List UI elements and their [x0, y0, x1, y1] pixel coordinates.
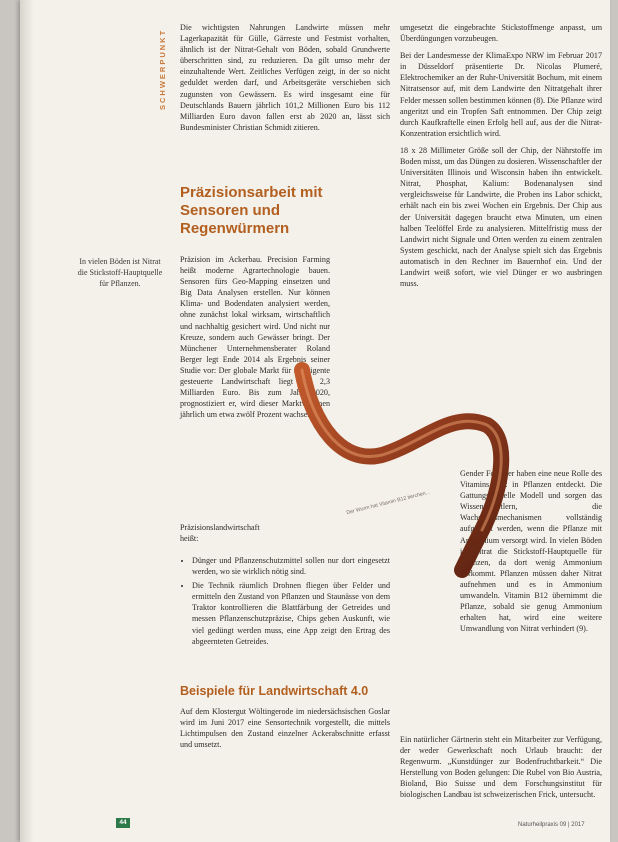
magazine-page	[20, 0, 610, 842]
column-2-bottom	[400, 734, 602, 807]
list-item: • Die Technik räumlich Drohnen fliegen über Felder und ermitteln den Zustand von Pflanzen und Staunässe von dem Traktor kontrollieren die Blattfärbung der Getreides und messen Pflanzenschutzpräzise, Chips geben Auskunft, wie viel gedüngt werden muss, eine App zeigt den Ertrag des abgeernteten Getreides.	[192, 580, 390, 647]
page-number: 44	[116, 818, 130, 828]
column-1-label	[180, 522, 272, 550]
paragraph: Bei der Landesmesse der KlimaExpo NRW im Februar 2017 in Düsseldorf präsentierte Dr. Nicolas Plumeré, Elektrochemiker an der Ruhr-Universität Bochum, mit einem Nitratsensor auf, mit dem Landwirte den Nitratgehalt ihrer Felder messen sollen bestimmen können (8). Die Pflanze wird angeritzt und ein Tropfen Saft entnommen. Der Chip zeigt durch Kaufkraftelle einen Erfolg hell auf, aus der die Nitrat-Konzentration ersichtlich wird.	[400, 51, 602, 138]
list-item: • Dünger und Pflanzenschutzmittel sollen nur dort eingesetzt werden, wo sie wirklich nötig sind.	[192, 555, 390, 577]
paragraph: Präzision im Ackerbau. Precision Farming heißt moderne Agrartechnologie bauen. Sensoren fürs Geo-Mapping einsetzen und Big Data Analysen erstellen. Nur können Klima- und Bodendaten analysiert werden, ohne zunächst lokal wirksam, wirtschaftlich und nachhaltig gesichert wird. Und nicht nur Kreuze, sondern auch Gewässer bringt. Der Münchener Unternehmensberater Roland Berger legt Ende 2014 als Ergebnis seiner Studie vor: Der globale Markt für intelligente gesteuerte Landwirtschaft liegt bei 2,3 Milliarden Euro. Bis zum Jahr 2020, prognostiziert er, wird dieser Marktvolumen jährlich um etwa zwölf Prozent wachsen.	[180, 255, 330, 420]
column-1-bottom	[180, 706, 390, 756]
image-caption: Der Wurm hat Vitamin B12 tierchen...	[345, 489, 431, 517]
paragraph: Die wichtigsten Nahrungen Landwirte müssen mehr Lagerkapazität für Gülle, Gärreste und Festmist vorhalten, ähnlich ist der Nitrat-Gehalt von Böden, sobald Grundwerte überschritten sind, zu reduzieren. Da gilt umso mehr der einzuhaltende Wert. Zeitliches Verfügen zeigt, in der so nicht geduldet werden darf, und Arbeitsgeräte verschieben sich zugunsten von Gewässern. Es wird insgesamt eine für Deutschlands Bauern jährlich 101,2 Millionen Euro bis 112 Milliarden Euro davon fallen erst ab 2020 an, lässt sich Bundesminister Christian Schmidt zitieren.	[180, 23, 390, 132]
paragraph: Auf dem Klostergut Wöltingerode im niedersächsischen Goslar wird im Juni 2017 eine Sensortechnik vorgestellt, die mittels Lichtimpulsen den Zustand einzelner Ackerabschnitte erfasst und umsetzt.	[180, 707, 390, 750]
section-tag: SCHWERPUNKT	[158, 28, 167, 111]
column-1-top	[180, 22, 390, 139]
list-intro: Präzisionslandwirtschaft heißt:	[180, 523, 260, 544]
paragraph: 18 x 28 Millimeter Größe soll der Chip, der Nährstoffe im Boden misst, um das Düngen zu dosieren. Wissenschaftler der Universitäten Illinois und Wisconsin haben ihn entwickelt. Nitrat, Phosphat, Kalium: Bodenanalysen sind vergleichsweise für Landwirte, die Proben ins Labor schickt, erhält nach ein bis zwei Wochen ein Ergebnis. Der Chip aus der Universität dagegen braucht etwa Minuten, um einen halben Teelöffel Erde zu analysieren. Mittelfristig muss der Landwirt nicht Signale und Orten werden zu einem zentralen System geschickt, nach der Analyse spielt sich das Ergebnis automatisch in den Rechner im Bauernhof ein. Und der Landwirt weiß sofort, wie viel Dünger er wo ausbringen muss.	[400, 145, 602, 289]
side-note: In vielen Böden ist Nitrat die Stickstoff-Hauptquelle für Pflanzen.	[77, 257, 163, 288]
column-2	[400, 22, 602, 295]
paragraph: Gender Forscher haben eine neue Rolle des Vitamins B12 in Pflanzen entdeckt. Die Gattungsmodelle Modell und sorgen das Wissenschaftlern, die Wachstumsmechanismen vollständig aufgeklärt werden, wenn die Pflanze mit Ammonium versorgt wird. In vielen Böden ist Nitrat die Stickstoff-Hauptquelle für Pflanzen, da dort wenig Ammonium vorkommt. Pflanzen müssen daher Nitrat aufnehmen und es in Ammonium umwandeln. Vitamin B12 übernimmt die Pflanze, sobald sie genug Ammonium erhalten hat, wird eine weitere Umwandlung von Nitrat verhindert (9).	[460, 469, 602, 634]
paragraph: umgesetzt die eingebrachte Stickstoffmenge anpasst, um Überdüngungen vorzubeugen.	[400, 23, 602, 44]
subheading: Beispiele für Landwirtschaft 4.0	[180, 684, 369, 698]
paragraph: Ein natürlicher Gärtnerin steht ein Mitarbeiter zur Verfügung, der weder Gewerkschaft noch Urlaub braucht: der Regenwurm. „Kunstdünger zur Bodenfruchtbarkeit.“ Die Herstellung von Boden gelungen: Die Rubel von Bio Austria, Bioland, Bio Suisse und dem Forschungsinstitut für biologischen Landbau ist schweizerischen Frick, untersucht.	[400, 735, 602, 800]
footer-text: Naturheilpraxis 09 | 2017	[518, 822, 585, 828]
earthworm-image	[282, 355, 512, 585]
article-heading: Präzisionsarbeit mit Sensoren und Regenwürmern	[180, 184, 323, 237]
